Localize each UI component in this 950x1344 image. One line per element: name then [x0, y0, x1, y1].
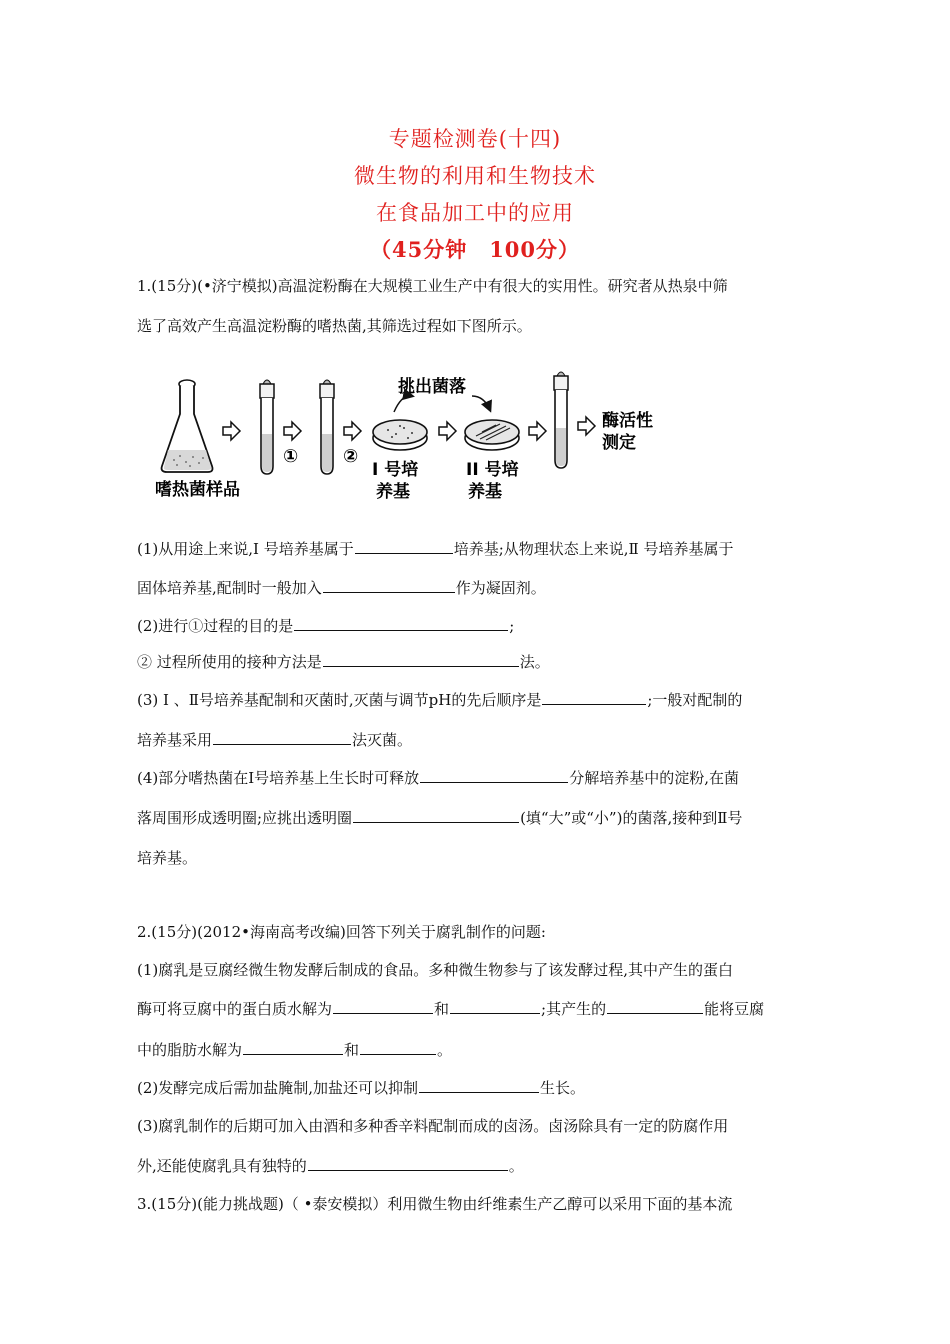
- step-1-label: ①: [283, 446, 299, 467]
- arrow-icon: [344, 422, 361, 440]
- answer-blank[interactable]: [333, 999, 433, 1014]
- q1-part4-line2: 落周围形成透明圈;应挑出透明圈 (填“大”或“小”)的菌落,接种到Ⅱ号: [137, 809, 743, 827]
- answer-blank[interactable]: [542, 690, 646, 705]
- q2-part2: (2)发酵完成后需加盐腌制,加盐还可以抑制 生长。: [137, 1079, 586, 1097]
- arrow-icon: [223, 422, 240, 440]
- q1-part3-line2: 培养基采用 法灭菌。: [137, 731, 413, 749]
- flask-icon: [162, 380, 213, 472]
- answer-blank[interactable]: [360, 1040, 436, 1055]
- answer-blank[interactable]: [353, 808, 519, 823]
- answer-blank[interactable]: [420, 768, 568, 783]
- exam-time-score: （45分钟 100分）: [369, 237, 581, 262]
- exam-title: 专题检测卷(十四): [388, 127, 562, 151]
- answer-blank[interactable]: [450, 999, 540, 1014]
- q3-intro: 3.(15分)(能力挑战题)（ •泰安模拟）利用微生物由纤维素生产乙醇可以采用下面的基本流: [137, 1195, 733, 1213]
- q2-part3-line1: (3)腐乳制作的后期可加入由酒和多种香辛料配制而成的卤汤。卤汤除具有一定的防腐作用: [137, 1117, 729, 1135]
- answer-blank[interactable]: [213, 730, 351, 745]
- q1-intro-line2: 选了高效产生高温淀粉酶的嗜热菌,其筛选过程如下图所示。: [137, 317, 532, 335]
- medium-2-label-line1: II 号培: [466, 460, 519, 480]
- answer-blank[interactable]: [607, 999, 703, 1014]
- q1-part1-line2: 固体培养基,配制时一般加入 作为凝固剂。: [137, 579, 546, 597]
- screening-process-diagram: [150, 366, 710, 512]
- medium-1-label-line1: I 号培: [372, 460, 419, 480]
- q1-part4-line1: (4)部分嗜热菌在Ⅰ号培养基上生长时可释放 分解培养基中的淀粉,在菌: [137, 769, 739, 787]
- q2-part1-line2: 酶可将豆腐中的蛋白质水解为 和 ;其产生的 能将豆腐: [137, 1000, 765, 1018]
- answer-blank[interactable]: [323, 652, 519, 667]
- answer-blank[interactable]: [419, 1078, 539, 1093]
- assay-label-line2: 测定: [602, 433, 636, 453]
- exam-subtitle: 微生物的利用和生物技术: [354, 164, 596, 188]
- answer-blank[interactable]: [243, 1040, 343, 1055]
- arrow-icon: [284, 422, 301, 440]
- q1-intro-line1: 1.(15分)(•济宁模拟)高温淀粉酶在大规模工业生产中有很大的实用性。研究者从热泉中筛: [137, 277, 728, 295]
- step-2-label: ②: [343, 446, 359, 467]
- q1-part3-line1: (3) Ⅰ 、Ⅱ号培养基配制和灭菌时,灭菌与调节pH的先后顺序是 ;一般对配制的: [137, 691, 743, 709]
- arrow-icon: [529, 422, 546, 440]
- exam-subtitle-2: 在食品加工中的应用: [376, 201, 574, 225]
- test-tube-icon: [260, 380, 274, 474]
- answer-blank[interactable]: [294, 616, 508, 631]
- test-tube-icon: [554, 372, 568, 468]
- curved-arrow-icon: [394, 396, 412, 412]
- assay-label-line1: 酶活性: [602, 411, 653, 431]
- sample-label: 嗜热菌样品: [155, 480, 240, 500]
- q2-part1-line1: (1)腐乳是豆腐经微生物发酵后制成的食品。多种微生物参与了该发酵过程,其中产生的蛋白: [137, 961, 734, 979]
- petri-dish-icon: [373, 420, 427, 450]
- curved-arrow-icon: [472, 396, 490, 410]
- pick-colony-label: 挑出菌落: [398, 377, 466, 397]
- answer-blank[interactable]: [323, 578, 455, 593]
- test-tube-icon: [320, 380, 334, 474]
- petri-dish-icon: [465, 420, 519, 450]
- medium-1-label-line2: 养基: [376, 482, 410, 502]
- answer-blank[interactable]: [308, 1156, 508, 1171]
- q2-intro: 2.(15分)(2012•海南高考改编)回答下列关于腐乳制作的问题:: [137, 923, 546, 941]
- arrow-icon: [439, 422, 456, 440]
- q1-part1-line1: (1)从用途上来说,Ⅰ 号培养基属于 培养基;从物理状态上来说,Ⅱ 号培养基属于: [137, 540, 734, 558]
- answer-blank[interactable]: [355, 539, 453, 554]
- q2-part1-line3: 中的脂肪水解为 和 。: [137, 1041, 453, 1059]
- arrow-icon: [578, 417, 595, 435]
- q2-part3-line2: 外,还能使腐乳具有独特的 。: [137, 1157, 524, 1175]
- medium-2-label-line2: 养基: [468, 482, 502, 502]
- q1-part2-line2: ② 过程所使用的接种方法是 法。: [137, 653, 550, 671]
- q1-part4-line3: 培养基。: [137, 849, 198, 867]
- q1-part2-line1: (2)进行①过程的目的是 ;: [137, 617, 515, 635]
